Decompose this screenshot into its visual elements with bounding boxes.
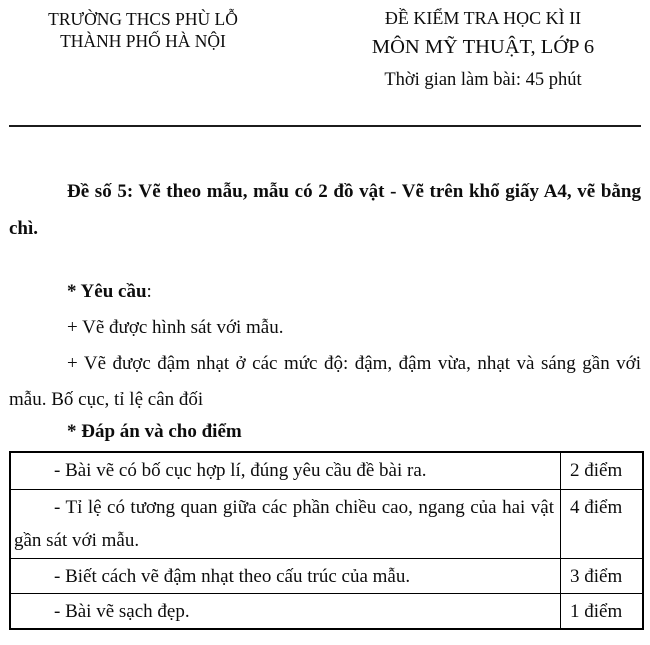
score-cell (561, 452, 644, 489)
requirements-heading-line (9, 274, 641, 310)
criterion-text: - Bài vẽ có bố cục hợp lí, đúng yêu cầu đề bài ra. (54, 460, 427, 481)
criterion-text: - Tỉ lệ có tương quan giữa các phần chiều cao, ngang của hai vật gần sát với mẫu. (14, 496, 554, 551)
table-row (10, 489, 643, 558)
exam-title-line1: ĐỀ KIỂM TRA HỌC KÌ II (384, 8, 582, 28)
criterion-text: - Biết cách vẽ đậm nhạt theo cấu trúc của mẫu. (54, 565, 411, 587)
scoring-table (9, 451, 644, 630)
criterion-cell (10, 558, 561, 593)
criterion-text: - Bài vẽ sạch đẹp. (54, 600, 190, 622)
table-row (10, 558, 643, 593)
exam-title-line2: MÔN MỸ THUẬT, LỚP 6 (371, 36, 595, 58)
score-cell (561, 558, 644, 593)
requirement-item-1: + Vẽ được hình sát với mẫu. (67, 317, 284, 338)
table-row (10, 593, 643, 629)
requirements-heading: * Yêu cầu (67, 281, 147, 302)
exam-duration: Thời gian làm bài: 45 phút (384, 70, 582, 90)
exam-title-block (327, 4, 639, 93)
score-text: 4 điểm (570, 496, 623, 518)
requirements-colon: : (146, 281, 152, 302)
exam-topic: Đề số 5: Vẽ theo mẫu, mẫu có 2 đồ vật - Vẽ trên khổ giấy A4, vẽ bằng chì. (9, 181, 641, 239)
criterion-cell (10, 593, 561, 629)
score-text: 1 điểm (570, 600, 623, 622)
criterion-cell (10, 489, 561, 558)
school-city: THÀNH PHỐ HÀ NỘI (60, 31, 226, 51)
answer-key-heading: * Đáp án và cho điểm (67, 421, 242, 442)
requirement-item-2: + Vẽ được đậm nhạt ở các mức độ: đậm, đậm vừa, nhạt và sáng gần với mẫu. Bố cục, tỉ lệ cân đối (9, 353, 641, 410)
criterion-cell (10, 452, 561, 489)
table-row (10, 452, 643, 489)
document-header (9, 4, 641, 93)
score-cell (561, 593, 644, 629)
score-text: 3 điểm (570, 565, 623, 587)
header-divider (9, 125, 641, 127)
score-cell (561, 489, 644, 558)
school-name: TRƯỜNG THCS PHÙ LỖ (48, 9, 238, 29)
school-block (9, 4, 277, 52)
score-text: 2 điểm (570, 460, 623, 481)
